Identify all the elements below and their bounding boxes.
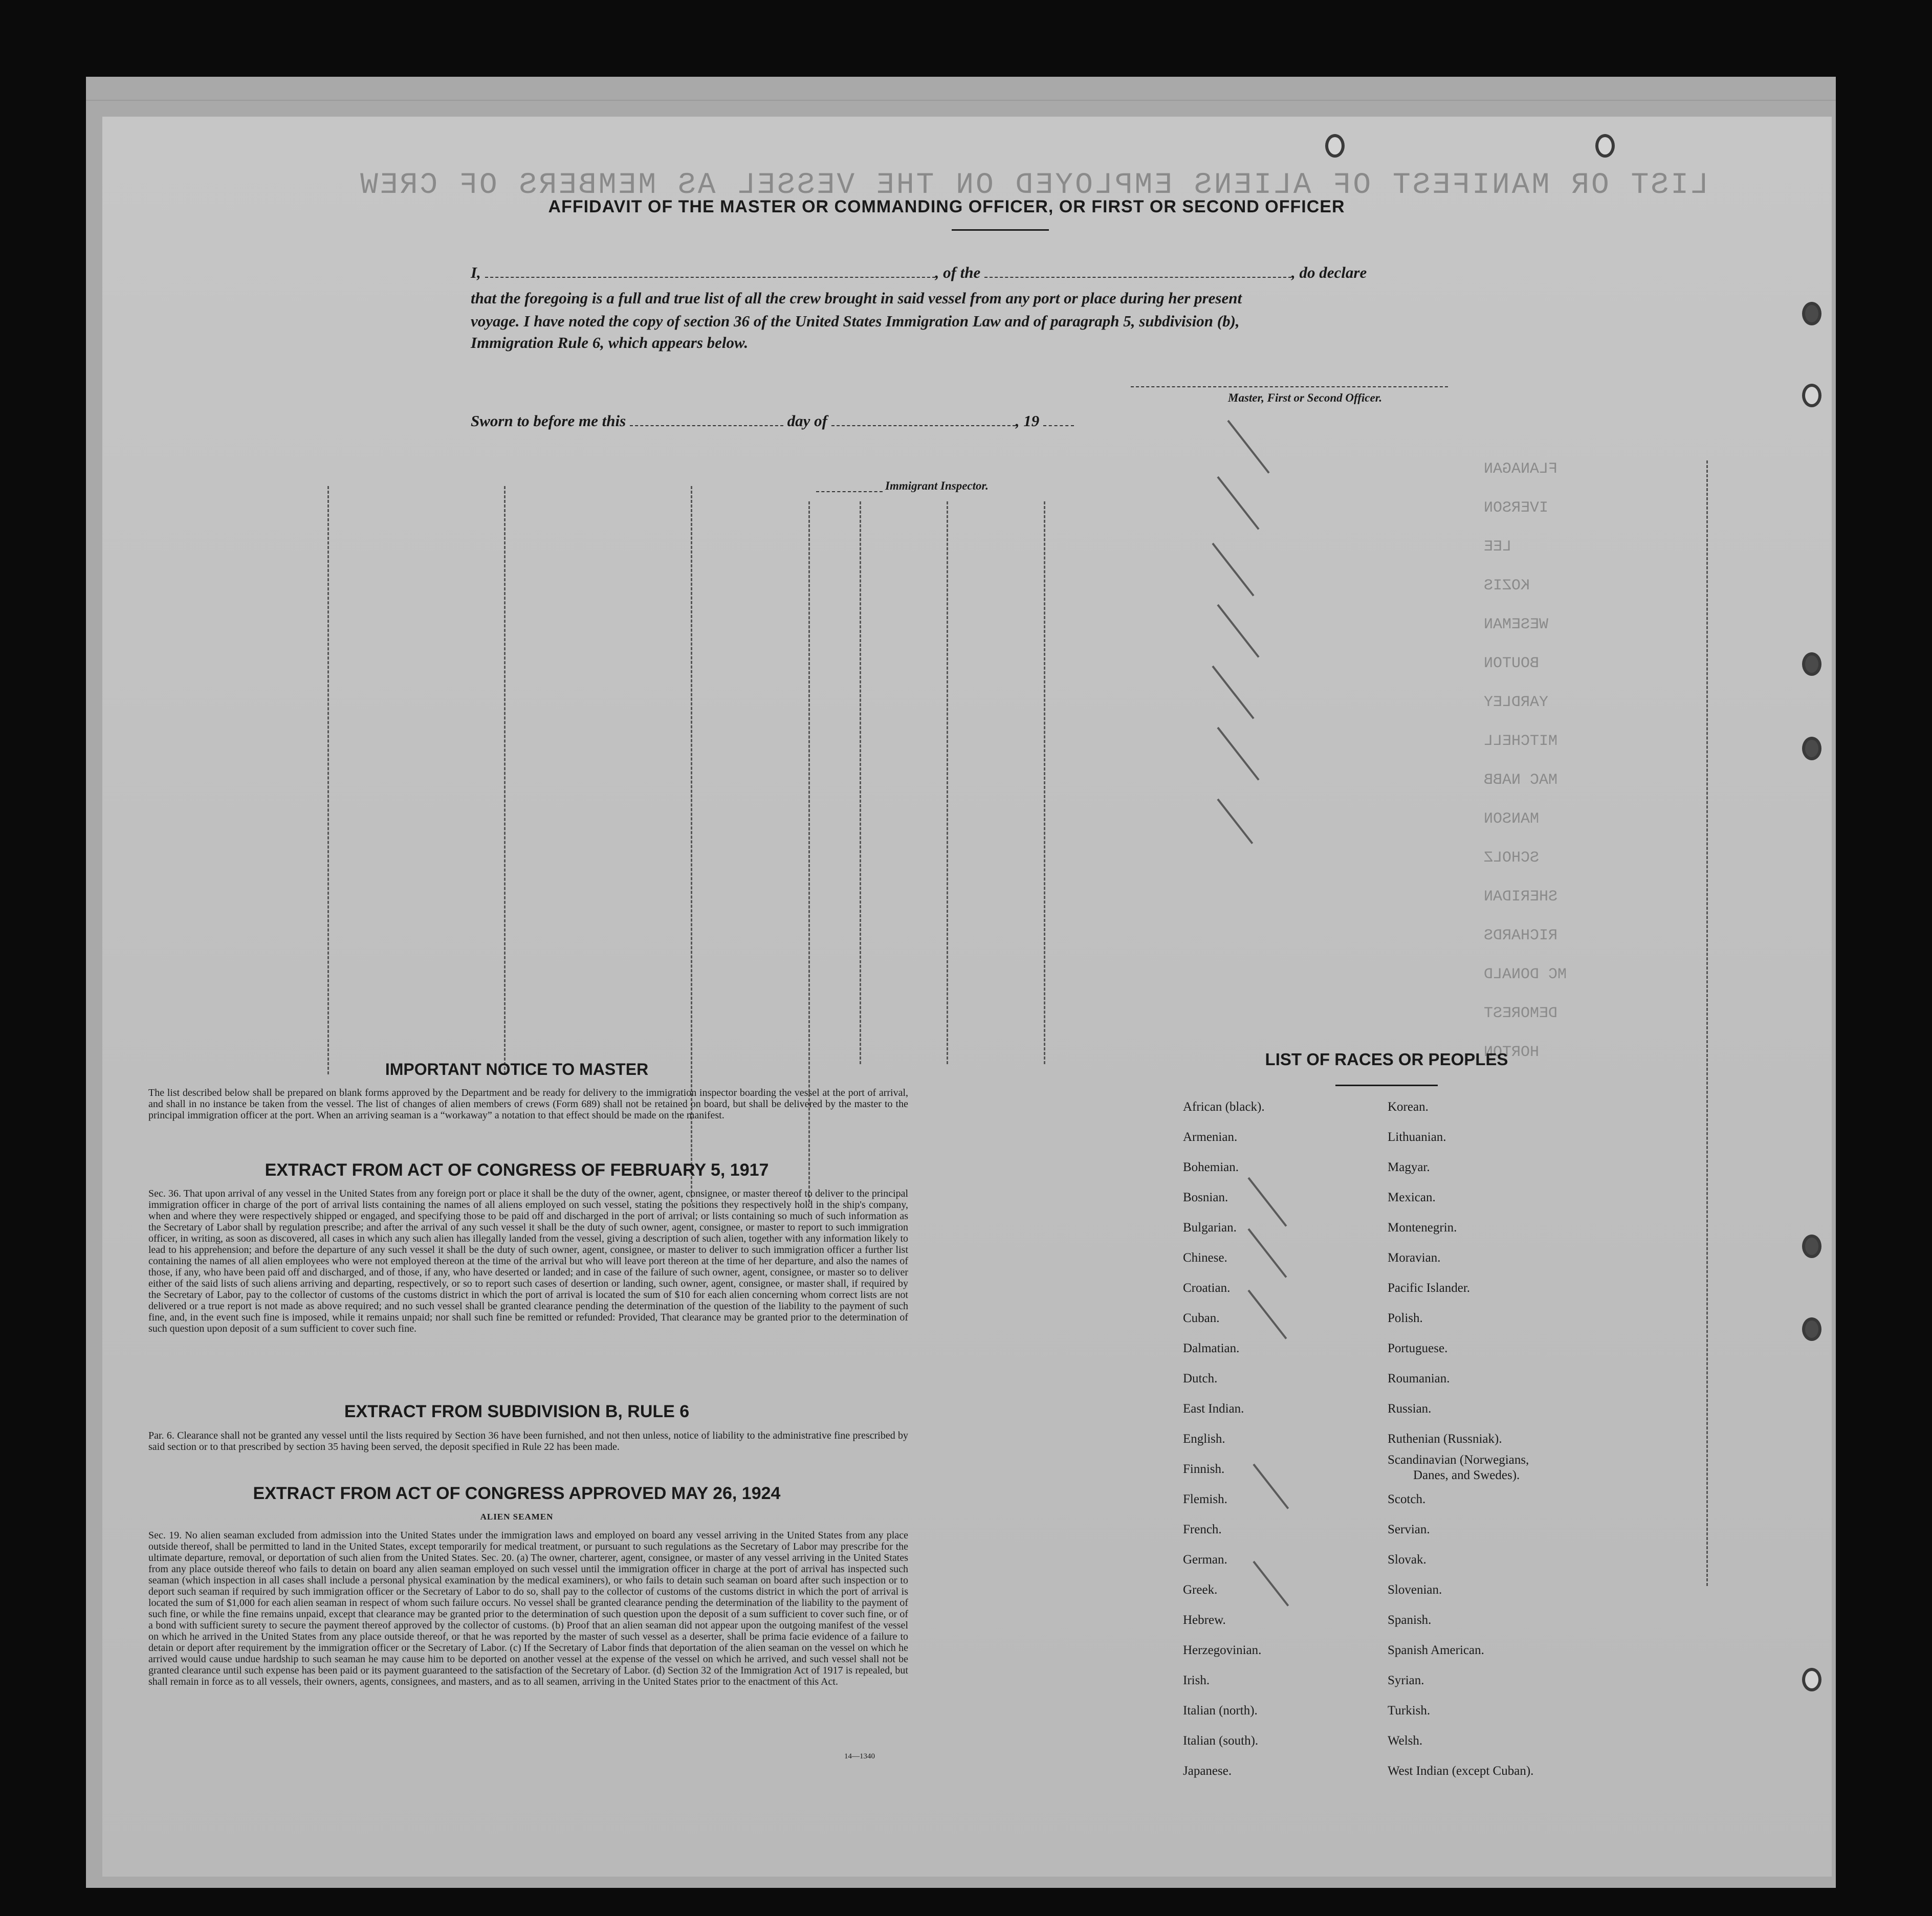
affidavit-line-3: voyage. I have noted the copy of section 36 of the United States Immigration Law and of paragraph 5, subdivision (b), [471,312,1240,330]
race-item: Slovenian. [1388,1583,1442,1597]
race-item: Dutch. [1183,1372,1218,1385]
race-item: Moravian. [1388,1251,1441,1265]
column-rule [860,501,861,1064]
race-item: Scotch. [1388,1492,1426,1506]
vessel-name-field[interactable] [984,277,1291,278]
race-item: Italian (north). [1183,1704,1258,1717]
extract-1924-subtitle: ALIEN SEAMEN [480,1512,554,1522]
race-item: Bosnian. [1183,1191,1228,1204]
bleed-name: RICHARDS [1484,927,1558,944]
bleed-name: HORTON [1484,1044,1540,1061]
sworn-year: , 19 [1015,412,1040,430]
rule6-title: EXTRACT FROM SUBDIVISION B, RULE 6 [344,1402,690,1421]
notice-title: IMPORTANT NOTICE TO MASTER [385,1060,649,1078]
race-item: Greek. [1183,1583,1218,1597]
race-item: Ruthenian (Russniak). [1388,1432,1502,1446]
bleed-name: MANSON [1484,810,1540,828]
affidavit-title: AFFIDAVIT OF THE MASTER OR COMMANDING OFFICER, OR FIRST OR SECOND OFFICER [548,197,1345,216]
race-item: Roumanian. [1388,1372,1450,1385]
punch-hole-icon [1802,1317,1821,1341]
race-item: Japanese. [1183,1764,1232,1778]
race-item: French. [1183,1523,1222,1536]
bleed-name: DEMOREST [1484,1005,1558,1022]
affidavit-line-2: that the foregoing is a full and true list of all the crew brought in said vessel from any port or place during her present [471,289,1242,307]
race-item: Armenian. [1183,1130,1238,1144]
race-item: Dalmatian. [1183,1341,1240,1355]
race-item: Welsh. [1388,1734,1423,1748]
race-item: English. [1183,1432,1225,1446]
race-item-continued: Danes, and Swedes). [1413,1468,1520,1482]
affidavit-of-the: , of the [935,263,981,281]
column-rule [1044,501,1045,1064]
affidavit-line-1 [471,263,1367,282]
race-item: Italian (south). [1183,1734,1259,1748]
bleed-name: KOZIS [1484,577,1530,594]
race-item: East Indian. [1183,1402,1244,1416]
race-item: Spanish. [1388,1613,1432,1627]
race-item: Chinese. [1183,1251,1227,1265]
race-item: Bulgarian. [1183,1221,1237,1235]
column-rule [504,486,506,1074]
bleed-name: FLANAGAN [1484,460,1558,478]
race-item: Portuguese. [1388,1341,1448,1355]
race-item: African (black). [1183,1100,1265,1114]
race-item: Magyar. [1388,1160,1430,1174]
bleed-name: WESEMAN [1484,616,1549,633]
punch-hole-icon [1802,384,1821,407]
bleed-name: MAC NABB [1484,772,1558,789]
race-item: Spanish American. [1388,1643,1484,1657]
bleed-name: MC DONALD [1484,966,1567,983]
race-item: Cuban. [1183,1311,1220,1325]
affidavit-line-4: Immigration Rule 6, which appears below. [471,334,749,351]
bleed-name: YARDLEY [1484,694,1549,711]
races-title: LIST OF RACES OR PEOPLES [1265,1050,1508,1069]
form-number: 14—1340 [844,1752,875,1760]
punch-hole-icon [1802,302,1821,325]
affidavit-declare: , do declare [1291,263,1367,281]
punch-hole-icon [1595,134,1615,158]
punch-hole-icon [1802,1668,1821,1691]
race-item: German. [1183,1553,1227,1567]
inspector-field[interactable] [816,491,883,492]
race-item: Korean. [1388,1100,1429,1114]
race-item: Bohemian. [1183,1160,1239,1174]
race-item: Syrian. [1388,1673,1424,1687]
race-item: Scandinavian (Norwegians, [1388,1453,1529,1467]
bleed-name: MITCHELL [1484,733,1558,750]
extract-1917-text: Sec. 36. That upon arrival of any vessel in the United States from any foreign port or place it shall be the duty of the owner, agent, consignee, or master thereof to deliver to the principal immigration officer in charge of the port of arrival lists containing the names of all aliens employed on such vessel, stating the positions they respectively hold in the ship's company, when and where they were respectively shipped or engaged, and specifying those to be paid off and discharged in the port of arrival; or lists containing so much of such information as the Secretary of Labor shall by regulation prescribe; and after the arrival of any such vessel it shall be the duty of such owner, agent, consignee, or master to report to such immigration officer, in writing, as soon as discovered, all cases in which any such alien has illegally landed from the vessel, giving a description of such alien, together with any information likely to lead to his apprehension; and before the departure of any such vessel it shall be the duty of such owner, agent, consignee, or master to deliver to such immigration officer a further list containing the names of all alien employees who were not employed thereon at the time of the arrival but who will leave port thereon at the time of her departure, and also the names of those, if any, who have been paid off and discharged, and of those, if any, who have deserted or landed; and in case of the failure of such owner, agent, consignee, or master so to deliver either of the said lists of such aliens arriving and departing, respectively, or so to report such cases of desertion or landing, such owner, agent, consignee, or master shall, if required by the Secretary of Labor, pay to the collector of customs of the customs district in which the port of arrival is located the sum of $10 for each alien concerning whom correct lists are not delivered or a true report is not made as above required; and no such vessel shall be granted clearance pending the determination of the question of the liability to the payment of such fine, and, in the event such fine is imposed, while it remains unpaid; nor shall such fine be remitted or refunded: Provided, That clearance may be granted prior to the determination of such question upon deposit of a sum sufficient to cover such fine. [148,1188,908,1334]
sworn-text: Sworn to before me this [471,412,626,430]
extract-1924-text: Sec. 19. No alien seaman excluded from admission into the United States under the immigration laws and employed on board any vessel arriving in the United States from any place outside thereof, shall be permitted to land in the United States, except temporarily for medical treatment, or pursuant to such regulations as the Secretary of Labor may prescribe for the ultimate departure, removal, or deportation of such alien from the United States. Sec. 20. (a) The owner, charterer, agent, consignee, or master of any vessel arriving in the United States from any place outside thereof who fails to detain on board any alien seaman employed on such vessel until the immigration officer in charge at the port of arrival has inspected such seaman (which inspection in all cases shall include a personal physical examination by the medical examiners), or who fails to detain such seaman on board after such inspection or to deport such seaman if required by such immigration officer or the Secretary of Labor to do so, shall pay to the collector of customs of the customs district in which the port of arrival is located the sum of $1,000 for each alien seaman in respect of whom such failure occurs. No vessel shall be granted clearance pending the determination of the liability to the payment of such fine, or while the fine remains unpaid, except that clearance may be granted prior to the determination of such question upon the deposit of a sum sufficient to cover such fine, or of a bond with sufficient surety to secure the payment thereof approved by the collector of customs. (b) Proof that an alien seaman did not appear upon the outgoing manifest of the vessel on which he arrived in the United States from any place outside thereof, or that he was reported by the master of such vessel as a deserter, shall be prima facie evidence of a failure to detain or deport after requirement by the immigration officer or the Secretary of Labor. (c) If the Secretary of Labor finds that deportation of the alien seaman on the vessel on which he arrived would cause undue hardship to such seaman he may cause him to be deported on another vessel at the expense of the vessel on which he arrived, and such vessel shall not be granted clearance until such expense has been paid or its payment guaranteed to the satisfaction of the Secretary of Labor. (d) Section 32 of the Immigration Act of 1917 is repealed, but shall remain in force as to all vessels, their owners, agents, consignees, and masters, and as to all seamen, arriving in the United States prior to the enactment of this Act. [148,1530,908,1687]
signature-field[interactable] [1131,386,1448,387]
race-item: Slovak. [1388,1553,1426,1567]
race-item: Montenegrin. [1388,1221,1457,1235]
sworn-month-field[interactable] [831,425,1016,426]
extract-1924-title: EXTRACT FROM ACT OF CONGRESS APPROVED MAY 26, 1924 [253,1484,781,1503]
page-edge [86,100,1836,101]
title-underline [952,229,1049,231]
sworn-day-of: day of [787,412,827,430]
bleed-name: IVERSON [1484,499,1549,517]
punch-hole-icon [1802,1235,1821,1258]
race-item: Herzegovinian. [1183,1643,1262,1657]
sworn-year-field[interactable] [1043,425,1074,426]
punch-hole-icon [1802,652,1821,676]
sworn-line [471,412,1074,430]
inspector-label: Immigrant Inspector. [885,479,989,492]
race-item: Mexican. [1388,1191,1436,1204]
column-rule [947,501,948,1064]
bleed-name: SCHOLZ [1484,849,1540,867]
master-name-field[interactable] [485,277,935,278]
column-rule [1706,460,1708,1586]
column-rule [327,486,329,1074]
bleed-name: BOUTON [1484,655,1540,672]
race-item: Turkish. [1388,1704,1431,1717]
punch-hole-icon [1802,737,1821,760]
signature-label: Master, First or Second Officer. [1228,391,1382,404]
race-item: Croatian. [1183,1281,1231,1295]
affidavit-i: I, [471,263,481,281]
bleed-through-header: LIST OR MANIFEST OF ALIENS EMPLOYED ON THE VESSEL AS MEMBERS OF CREW [358,169,1708,202]
sworn-day-field[interactable] [630,425,783,426]
race-item: Finnish. [1183,1462,1225,1476]
race-item: Lithuanian. [1388,1130,1446,1144]
race-item: Servian. [1388,1523,1430,1536]
notice-text: The list described below shall be prepared on blank forms approved by the Department and be ready for delivery to the immigration inspector boarding the vessel at the port of arrival, and shall in no instance be taken from the vessel. The list of changes of alien members of crews (Form 689) shall not be retained on board, but shall be delivered by the master to the principal immigration officer at the port. When an arriving seaman is a “workaway” a notation to that effect should be made on the manifest. [148,1087,908,1121]
extract-1917-title: EXTRACT FROM ACT OF CONGRESS OF FEBRUARY 5, 1917 [265,1160,769,1180]
race-item: West Indian (except Cuban). [1388,1764,1534,1778]
race-item: Flemish. [1183,1492,1227,1506]
bleed-name: SHERIDAN [1484,888,1558,906]
race-item: Pacific Islander. [1388,1281,1470,1295]
race-item: Hebrew. [1183,1613,1226,1627]
race-item: Russian. [1388,1402,1432,1416]
bleed-name: LEE [1484,538,1512,556]
punch-hole-icon [1325,134,1345,158]
rule6-text: Par. 6. Clearance shall not be granted any vessel until the lists required by Section 36 have been furnished, and not then unless, notice of liability to the administrative fine prescribed by said section or to that prescribed by section 35 having been served, the deposit specified in Rule 22 has been made. [148,1430,908,1452]
race-item: Polish. [1388,1311,1423,1325]
races-underline [1335,1085,1438,1086]
race-item: Irish. [1183,1673,1210,1687]
